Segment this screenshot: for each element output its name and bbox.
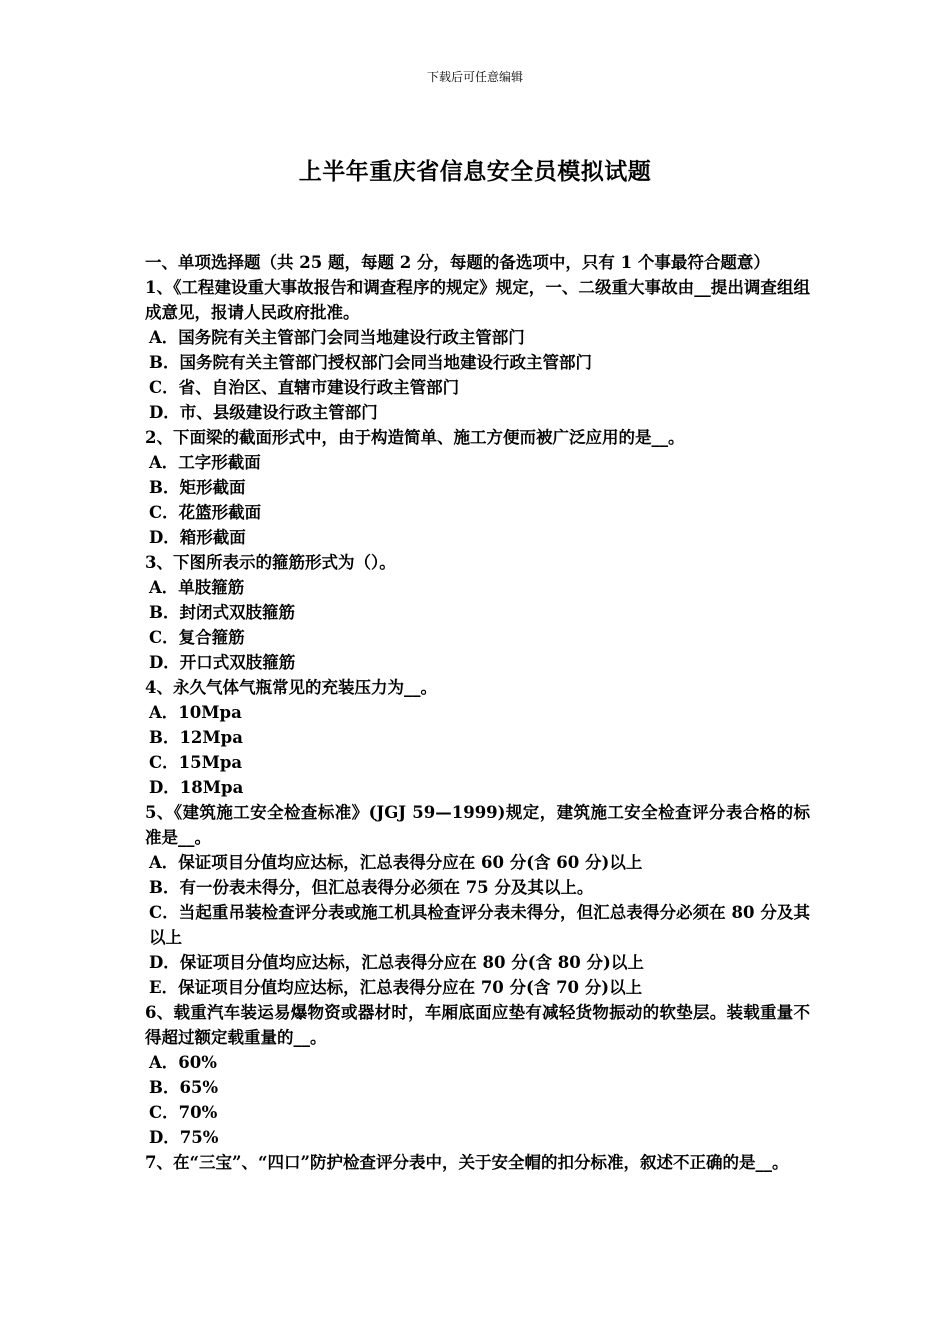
option-b: B．65% <box>149 1078 219 1097</box>
question-2 <box>145 425 810 550</box>
option-d: D．市、县级建设行政主管部门 <box>149 403 378 422</box>
page-title: 上半年重庆省信息安全员模拟试题 <box>298 158 652 185</box>
option-d: D．18Mpa <box>149 778 244 797</box>
option-e: E．保证项目分值均应达标，汇总表得分应在 70 分(含 70 分)以上 <box>149 978 643 997</box>
question-text: 2、下面梁的截面形式中，由于构造简单、施工方便而被广泛应用的是__。 <box>145 428 685 447</box>
question-text: 6、载重汽车装运易爆物资或器材时，车厢底面应垫有减轻货物振动的软垫层。装载重量不得超过额定载重量的__。 <box>145 1003 810 1047</box>
question-text: 5、《建筑施工安全检查标准》(JGJ 59—1999)规定，建筑施工安全检查评分表合格的标准是__。 <box>145 803 810 847</box>
section-heading: 一、单项选择题（共 25 题，每题 2 分，每题的备选项中，只有 1 个事最符合题意） <box>145 253 770 272</box>
option-c: C．70% <box>149 1103 218 1122</box>
option-a: A．保证项目分值均应达标，汇总表得分应在 60 分(含 60 分)以上 <box>149 853 643 872</box>
question-text: 4、永久气体气瓶常见的充装压力为__。 <box>145 678 437 697</box>
option-d: D．75% <box>149 1128 219 1147</box>
option-d: D．开口式双肢箍筋 <box>149 653 296 672</box>
option-a: A．单肢箍筋 <box>149 578 245 597</box>
option-b: B．12Mpa <box>149 728 243 747</box>
option-c: C．花篮形截面 <box>149 503 262 522</box>
question-4 <box>145 675 810 800</box>
option-d: D．保证项目分值均应达标，汇总表得分应在 80 分(含 80 分)以上 <box>149 953 644 972</box>
option-b: B．封闭式双肢箍筋 <box>149 603 295 622</box>
option-d: D．箱形截面 <box>149 528 246 547</box>
question-text: 3、下图所表示的箍筋形式为（）。 <box>145 553 396 572</box>
option-c: C．15Mpa <box>149 753 243 772</box>
option-c: C．当起重吊装检查评分表或施工机具检查评分表未得分，但汇总表得分必须在 80 分及其以上 <box>149 903 810 947</box>
option-a: A．工字形截面 <box>149 453 261 472</box>
question-6 <box>145 1000 810 1150</box>
option-b: B．矩形截面 <box>149 478 246 497</box>
option-a: A．国务院有关主管部门会同当地建设行政主管部门 <box>149 328 525 347</box>
question-1 <box>145 275 810 425</box>
question-7 <box>145 1150 810 1175</box>
option-a: A．60% <box>149 1053 217 1072</box>
document-body <box>145 250 810 1175</box>
option-a: A．10Mpa <box>149 703 242 722</box>
question-5 <box>145 800 810 1000</box>
option-b: B．国务院有关主管部门授权部门会同当地建设行政主管部门 <box>149 353 592 372</box>
page-header: 下载后可任意编辑 <box>426 70 523 84</box>
option-c: C．复合箍筋 <box>149 628 245 647</box>
option-b: B．有一份表未得分，但汇总表得分必须在 75 分及其以上。 <box>149 878 594 897</box>
question-text: 7、在“三宝”、“四口”防护检查评分表中，关于安全帽的扣分标准，叙述不正确的是__。 <box>145 1153 789 1172</box>
question-3 <box>145 550 810 675</box>
question-text: 1、《工程建设重大事故报告和调查程序的规定》规定，一、二级重大事故由__提出调查组组成意见，报请人民政府批准。 <box>145 278 810 322</box>
option-c: C．省、自治区、直辖市建设行政主管部门 <box>149 378 460 397</box>
